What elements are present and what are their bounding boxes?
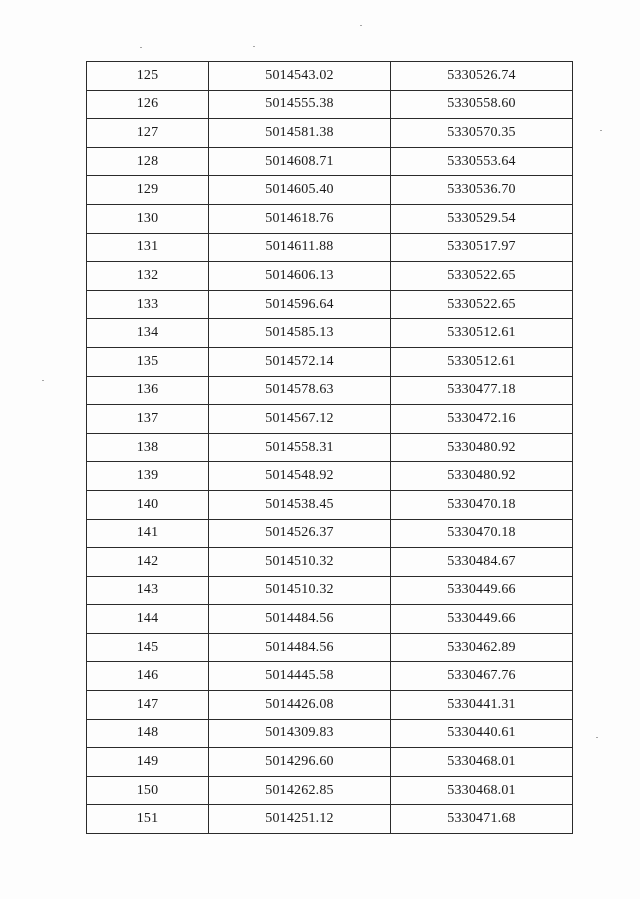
x-coordinate-cell: 5014484.56: [209, 605, 391, 634]
y-coordinate-cell: 5330449.66: [391, 576, 573, 605]
point-number-cell: 151: [87, 805, 209, 834]
x-coordinate-cell: 5014606.13: [209, 262, 391, 291]
point-number-cell: 146: [87, 662, 209, 691]
point-number-cell: 132: [87, 262, 209, 291]
table-row: [87, 147, 573, 176]
table-row: [87, 662, 573, 691]
table-row: [87, 462, 573, 491]
x-coordinate-cell: 5014510.32: [209, 548, 391, 577]
scan-speck: [596, 737, 598, 738]
x-coordinate-cell: 5014262.85: [209, 776, 391, 805]
x-coordinate-cell: 5014567.12: [209, 405, 391, 434]
point-number-cell: 127: [87, 119, 209, 148]
table-row: [87, 233, 573, 262]
coordinate-table: [86, 61, 573, 834]
y-coordinate-cell: 5330570.35: [391, 119, 573, 148]
y-coordinate-cell: 5330522.65: [391, 290, 573, 319]
y-coordinate-cell: 5330480.92: [391, 433, 573, 462]
y-coordinate-cell: 5330470.18: [391, 490, 573, 519]
point-number-cell: 131: [87, 233, 209, 262]
scan-speck: [360, 25, 362, 26]
y-coordinate-cell: 5330470.18: [391, 519, 573, 548]
scan-speck: [600, 130, 602, 131]
x-coordinate-cell: 5014596.64: [209, 290, 391, 319]
x-coordinate-cell: 5014548.92: [209, 462, 391, 491]
y-coordinate-cell: 5330536.70: [391, 176, 573, 205]
table-row: [87, 90, 573, 119]
x-coordinate-cell: 5014555.38: [209, 90, 391, 119]
table-row: [87, 519, 573, 548]
table-row: [87, 119, 573, 148]
point-number-cell: 139: [87, 462, 209, 491]
y-coordinate-cell: 5330529.54: [391, 204, 573, 233]
scan-speck: [253, 46, 255, 47]
table-row: [87, 405, 573, 434]
point-number-cell: 144: [87, 605, 209, 634]
y-coordinate-cell: 5330512.61: [391, 319, 573, 348]
table-row: [87, 691, 573, 720]
point-number-cell: 143: [87, 576, 209, 605]
table-row: [87, 347, 573, 376]
y-coordinate-cell: 5330512.61: [391, 347, 573, 376]
x-coordinate-cell: 5014296.60: [209, 748, 391, 777]
y-coordinate-cell: 5330522.65: [391, 262, 573, 291]
x-coordinate-cell: 5014611.88: [209, 233, 391, 262]
y-coordinate-cell: 5330553.64: [391, 147, 573, 176]
point-number-cell: 129: [87, 176, 209, 205]
point-number-cell: 150: [87, 776, 209, 805]
point-number-cell: 140: [87, 490, 209, 519]
table-row: [87, 262, 573, 291]
table-row: [87, 633, 573, 662]
point-number-cell: 137: [87, 405, 209, 434]
x-coordinate-cell: 5014251.12: [209, 805, 391, 834]
scan-speck: [140, 47, 142, 48]
table-row: [87, 805, 573, 834]
scan-speck: [42, 380, 44, 381]
y-coordinate-cell: 5330468.01: [391, 776, 573, 805]
x-coordinate-cell: 5014538.45: [209, 490, 391, 519]
table-row: [87, 605, 573, 634]
point-number-cell: 147: [87, 691, 209, 720]
y-coordinate-cell: 5330441.31: [391, 691, 573, 720]
y-coordinate-cell: 5330517.97: [391, 233, 573, 262]
point-number-cell: 130: [87, 204, 209, 233]
point-number-cell: 136: [87, 376, 209, 405]
x-coordinate-cell: 5014581.38: [209, 119, 391, 148]
y-coordinate-cell: 5330526.74: [391, 62, 573, 91]
point-number-cell: 133: [87, 290, 209, 319]
table-row: [87, 319, 573, 348]
table-row: [87, 748, 573, 777]
coordinate-table-body: [87, 62, 573, 834]
table-row: [87, 433, 573, 462]
table-row: [87, 548, 573, 577]
x-coordinate-cell: 5014484.56: [209, 633, 391, 662]
y-coordinate-cell: 5330467.76: [391, 662, 573, 691]
point-number-cell: 126: [87, 90, 209, 119]
x-coordinate-cell: 5014605.40: [209, 176, 391, 205]
y-coordinate-cell: 5330468.01: [391, 748, 573, 777]
table-row: [87, 576, 573, 605]
y-coordinate-cell: 5330480.92: [391, 462, 573, 491]
point-number-cell: 145: [87, 633, 209, 662]
point-number-cell: 128: [87, 147, 209, 176]
table-row: [87, 719, 573, 748]
y-coordinate-cell: 5330472.16: [391, 405, 573, 434]
point-number-cell: 134: [87, 319, 209, 348]
table-row: [87, 376, 573, 405]
table-row: [87, 490, 573, 519]
x-coordinate-cell: 5014578.63: [209, 376, 391, 405]
x-coordinate-cell: 5014526.37: [209, 519, 391, 548]
x-coordinate-cell: 5014585.13: [209, 319, 391, 348]
y-coordinate-cell: 5330440.61: [391, 719, 573, 748]
point-number-cell: 149: [87, 748, 209, 777]
y-coordinate-cell: 5330558.60: [391, 90, 573, 119]
point-number-cell: 141: [87, 519, 209, 548]
point-number-cell: 148: [87, 719, 209, 748]
y-coordinate-cell: 5330449.66: [391, 605, 573, 634]
table-row: [87, 176, 573, 205]
point-number-cell: 135: [87, 347, 209, 376]
x-coordinate-cell: 5014558.31: [209, 433, 391, 462]
table-row: [87, 204, 573, 233]
point-number-cell: 125: [87, 62, 209, 91]
x-coordinate-cell: 5014572.14: [209, 347, 391, 376]
table-row: [87, 776, 573, 805]
y-coordinate-cell: 5330462.89: [391, 633, 573, 662]
x-coordinate-cell: 5014426.08: [209, 691, 391, 720]
y-coordinate-cell: 5330477.18: [391, 376, 573, 405]
x-coordinate-cell: 5014543.02: [209, 62, 391, 91]
point-number-cell: 142: [87, 548, 209, 577]
point-number-cell: 138: [87, 433, 209, 462]
x-coordinate-cell: 5014445.58: [209, 662, 391, 691]
y-coordinate-cell: 5330484.67: [391, 548, 573, 577]
x-coordinate-cell: 5014309.83: [209, 719, 391, 748]
y-coordinate-cell: 5330471.68: [391, 805, 573, 834]
x-coordinate-cell: 5014608.71: [209, 147, 391, 176]
table-row: [87, 290, 573, 319]
x-coordinate-cell: 5014618.76: [209, 204, 391, 233]
table-row: [87, 62, 573, 91]
x-coordinate-cell: 5014510.32: [209, 576, 391, 605]
